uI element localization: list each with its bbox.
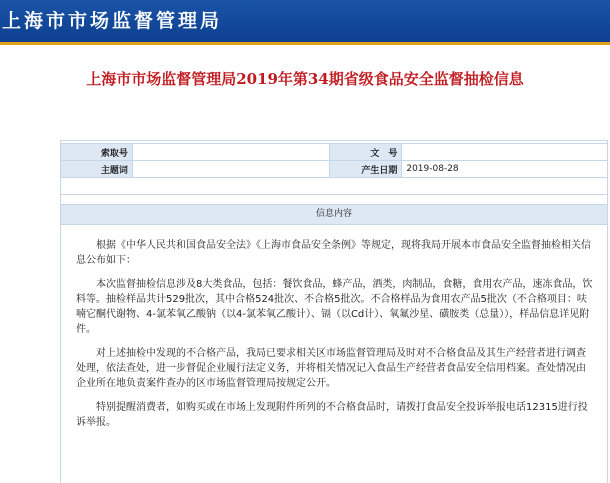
index-no-label: 索取号	[61, 144, 133, 161]
meta-table	[60, 143, 608, 195]
site-logo-title[interactable]: 上海市市场监督管理局	[2, 10, 223, 32]
doc-no-label: 文 号	[330, 144, 402, 161]
header-banner	[0, 0, 610, 42]
meta-row-2	[61, 161, 608, 178]
paragraph-intro: 根据《中华人民共和国食品安全法》《上海市食品安全条例》等规定，现将我局开展本市食品安全监督抽检相关信息公布如下：	[76, 240, 591, 266]
meta-spacer-row	[61, 178, 608, 195]
date-label: 产生日期	[330, 161, 402, 178]
doc-no-value	[402, 144, 608, 161]
index-no-value	[132, 144, 330, 161]
meta-spacer	[61, 178, 608, 195]
paragraph-scope: 本次监督抽检信息涉及8大类食品，包括：餐饮食品，蜂产品，酒类，肉制品，食糖，食用农产品，速冻食品，饮料等。抽检样品共计529批次，其中合格524批次、不合格5批次。不合格样品为食用农产品5批次（不合格项目：呋喃它酮代谢物、4-氯苯氧乙酸钠（以4-氯苯氧乙酸计）、镉（以Cd计）、氧氟沙星、磺胺类（总量）），样品信息详见附件。	[76, 279, 593, 335]
banner-stripe	[0, 42, 610, 45]
paragraph-handling: 对上述抽检中发现的不合格产品，我局已要求相关区市场监督管理局及时对不合格食品及其生产经营者进行调查处理，依法查处，进一步督促企业履行法定义务，并将相关情况记入食品生产经营者食品安全信用档案。查处情况由企业所在地负责案件查办的区市场监督管理局按规定公开。	[76, 348, 586, 389]
subject-value	[132, 161, 330, 178]
paragraph-reminder: 特别提醒消费者，如购买或在市场上发现附件所列的不合格食品时，请拨打食品安全投诉举报电话12315进行投诉举报。	[76, 402, 588, 428]
article-body	[76, 238, 594, 439]
subject-label: 主题词	[61, 161, 133, 178]
page-title: 上海市市场监督管理局2019年第34期省级食品安全监督抽检信息	[86, 70, 524, 88]
meta-row-1	[61, 144, 608, 161]
date-value: 2019-08-28	[402, 161, 608, 178]
section-header: 信息内容	[61, 204, 607, 225]
